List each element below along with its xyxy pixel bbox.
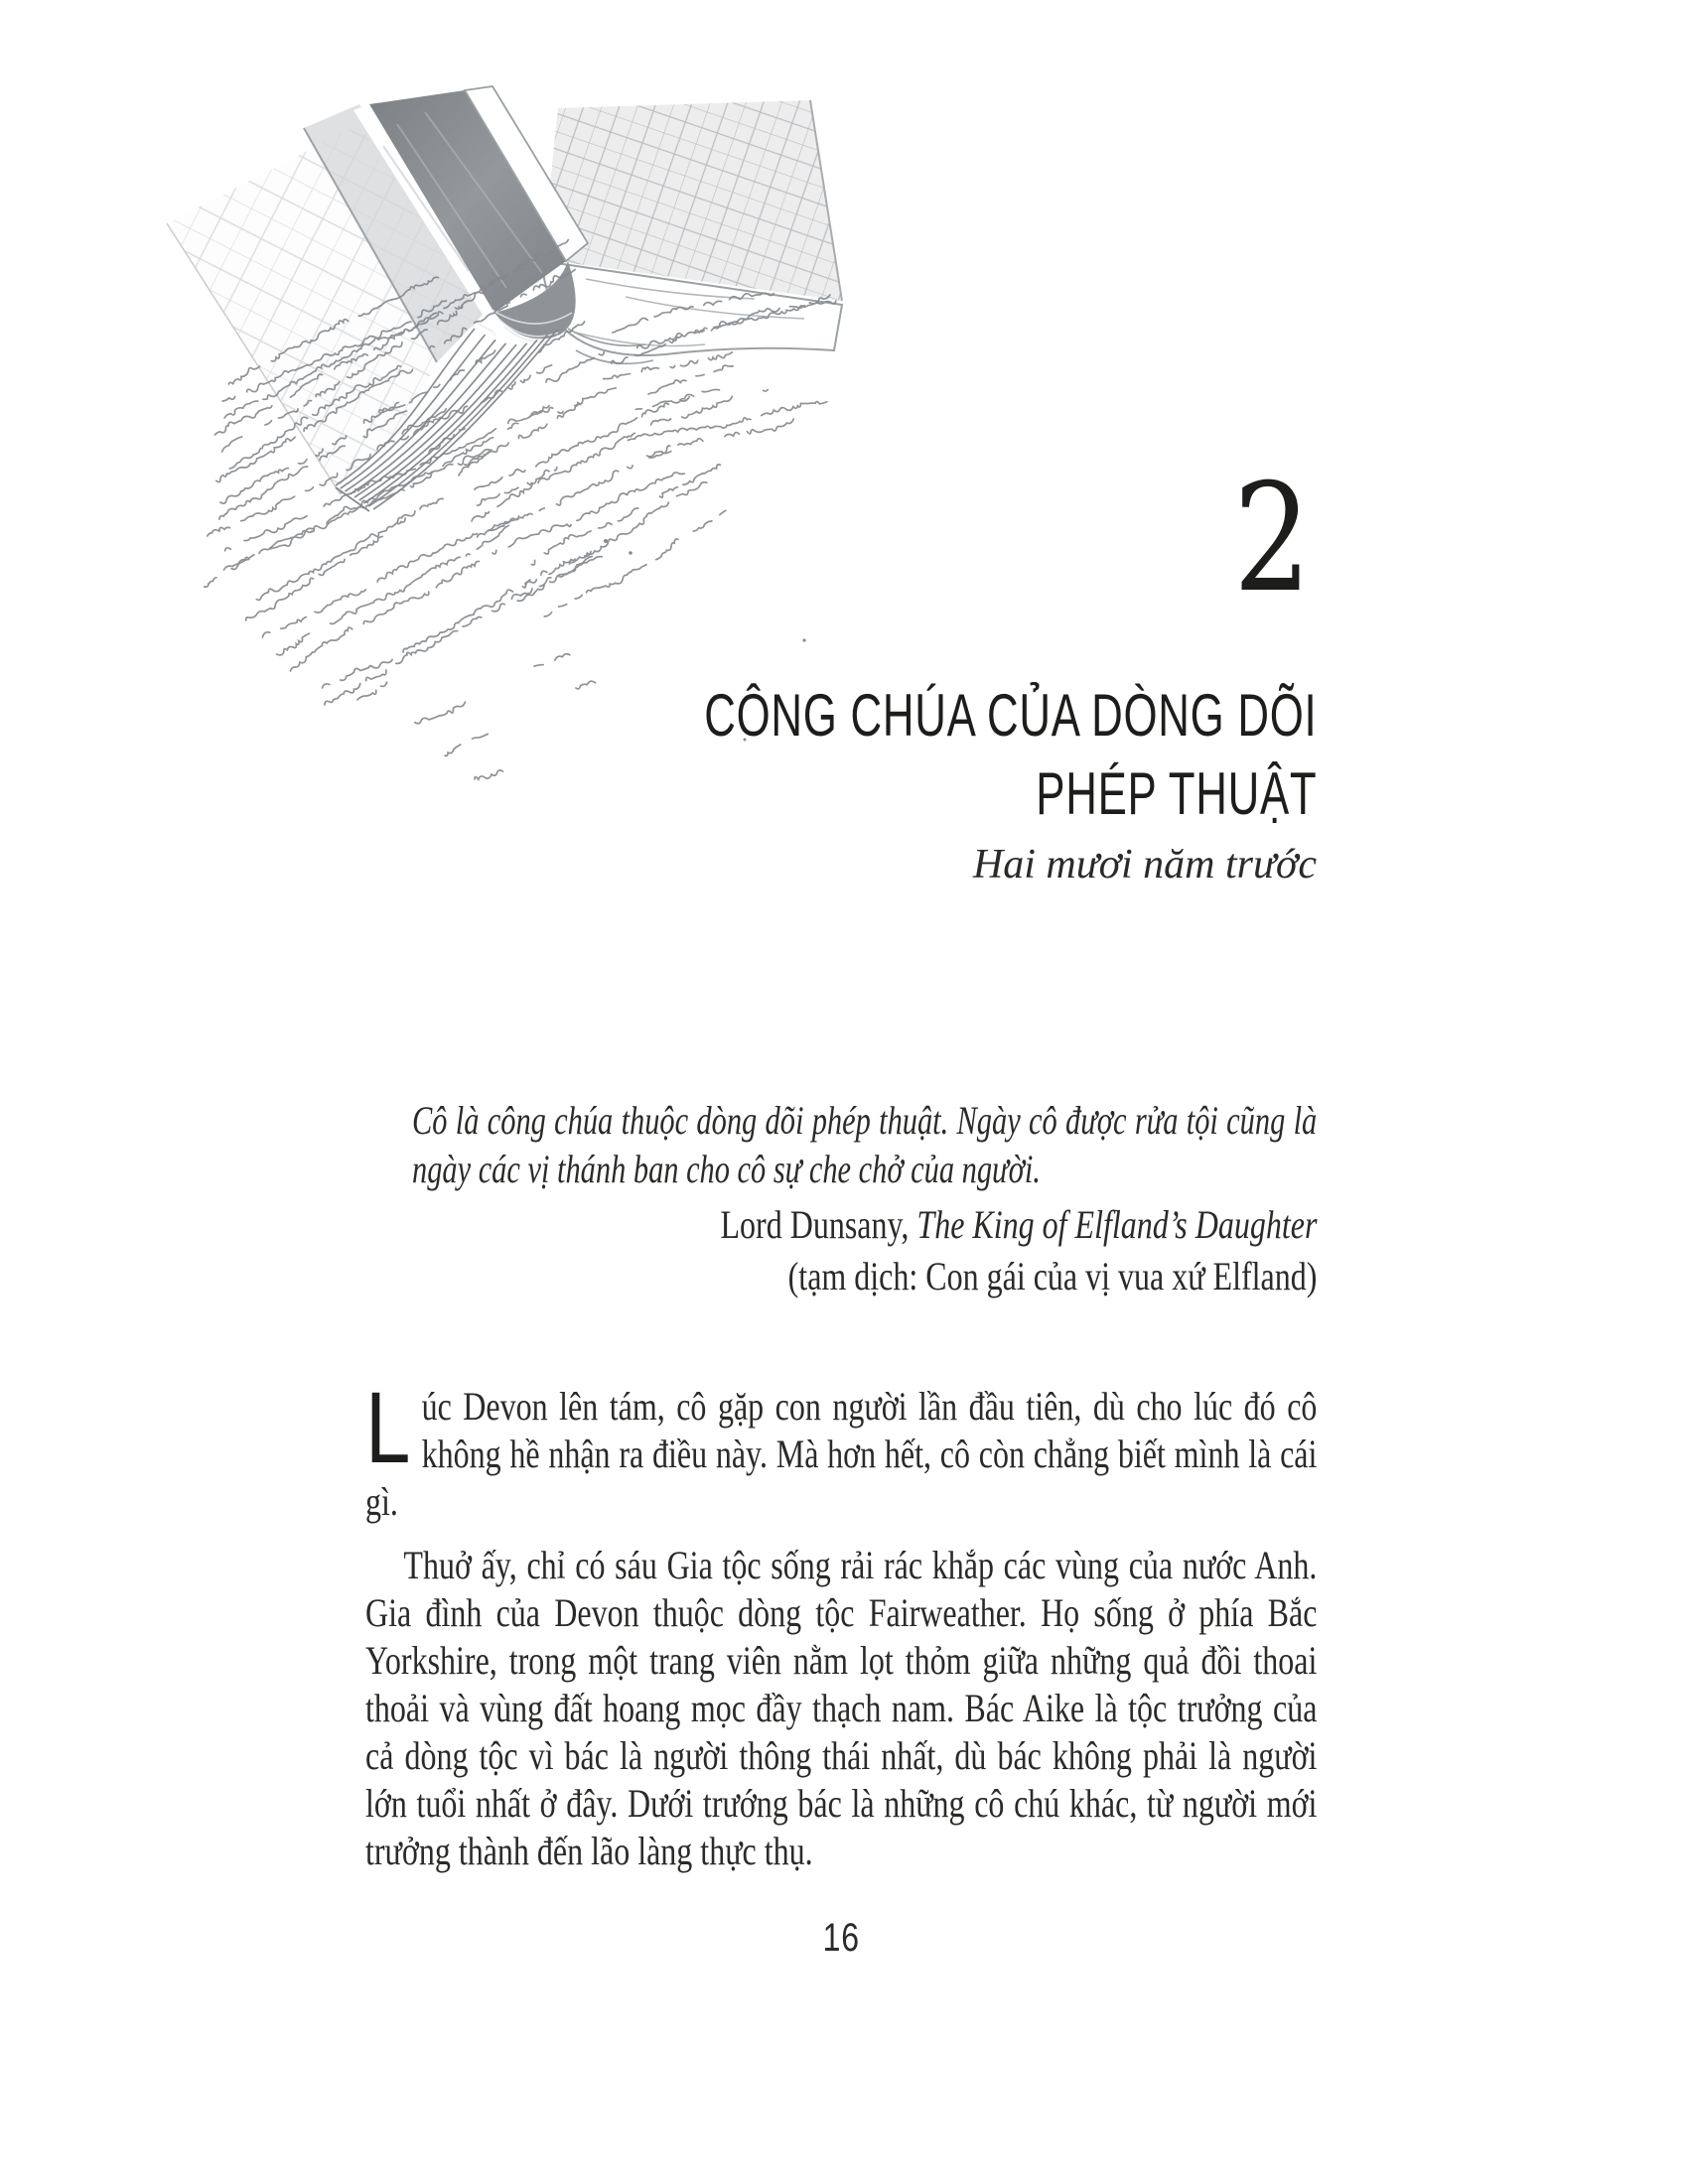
chapter-number: 2 [1232,453,1311,625]
paragraph-2: Thuở ấy, chỉ có sáu Gia tộc sống rải rác khắp các vùng của nước Anh. Gia đình của Devon thuộc dòng tộc Fairweather. Họ sống ở phía Bắc Yorkshire, trong một trang viên nằm lọt thỏm giữa những quả đồi thoai thoải và vùng đất hoang mọc đầy thạch nam. Bác Aike là tộc trưởng của cả dòng tộc vì bác là người thông thái nhất, dù bác không phải là người lớn tuổi nhất ở đây. Dưới trướng bác là những cô chú khác, từ người mới trưởng thành đến lão làng thực thụ. [365,1543,1318,1873]
drop-cap: L [365,1371,411,1484]
attribution-work-title: The King of Elfland’s Daughter [916,1202,1318,1247]
body-text [365,1371,1318,1875]
paragraph-1 [365,1371,1318,1526]
page-number: 16 [822,1916,860,1960]
chapter-title [704,676,1317,833]
chapter-subtitle: Hai mươi năm trước [972,842,1317,887]
attribution-line1 [365,1199,1317,1251]
chapter-title-line2: PHÉP THUẬT [1035,760,1317,827]
paragraph-1-text: úc Devon lên tám, cô gặp con người lần đầu tiên, dù cho lúc đó cô không hề nhận ra điều này. Mà hơn hết, cô còn chẳng biết mình là cái gì. [365,1384,1318,1524]
chapter-title-line1: CÔNG CHÚA CỦA DÒNG DÕI [703,682,1317,749]
attribution-author: Lord Dunsany, [720,1202,917,1247]
epigraph-attribution [365,1199,1317,1302]
attribution-translation: (tạm dịch: Con gái của vị vua xứ Elfland) [787,1254,1318,1298]
epigraph: Cô là công chúa thuộc dòng dõi phép thuật. Ngày cô được rửa tội cũng là ngày các vị thánh ban cho cô sự che chở của người. [412,1098,1318,1191]
